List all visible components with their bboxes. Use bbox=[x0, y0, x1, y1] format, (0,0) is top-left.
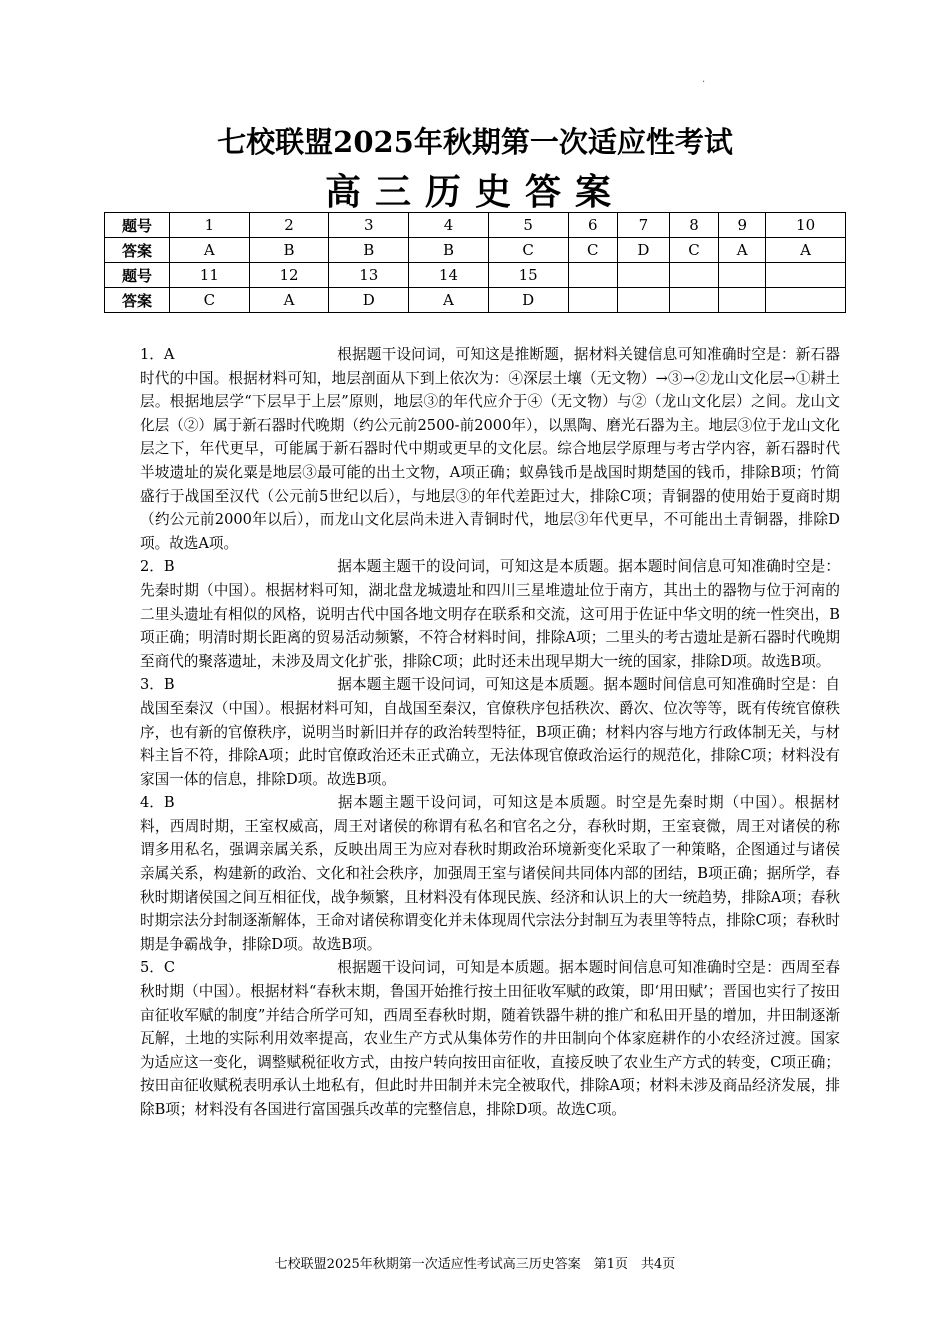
row-header: 答案 bbox=[105, 238, 170, 263]
table-cell: 10 bbox=[766, 213, 846, 238]
explanation-item bbox=[140, 956, 840, 1121]
item-text: 据本题主题干的设问词，可知这是本质题。据本题时间信息可知准确时空是：先秦时期（中国）。根据材料可知，湖北盘龙城遗址和四川三星堆遗址位于南方，其出土的器物与位于河南的二里头遗址有相似的风格，说明古代中国各地文明存在联系和交流，这可用于佐证中华文明的统一性突出，B项正确；明清时期长距离的贸易活动频繁，不符合材料时间，排除A项；二里头的考古遗址是新石器时代晚期至商代的聚落遗址，未涉及周文化扩张，排除C项；此时还未出现早期大一统的国家，排除D项。故选B项。 bbox=[140, 558, 840, 670]
table-cell: B bbox=[249, 238, 329, 263]
table-cell: 4 bbox=[409, 213, 489, 238]
table-cell bbox=[618, 263, 670, 288]
explanations bbox=[140, 343, 840, 1122]
table-cell bbox=[568, 263, 618, 288]
corner-dot: . bbox=[702, 74, 706, 85]
table-cell: A bbox=[409, 288, 489, 313]
page-title: 高三历史答案 bbox=[324, 171, 625, 213]
table-cell: 13 bbox=[329, 263, 409, 288]
table-cell: C bbox=[568, 238, 618, 263]
table-cell: D bbox=[329, 288, 409, 313]
table-cell bbox=[669, 263, 719, 288]
table-cell: 15 bbox=[488, 263, 568, 288]
table-cell: 14 bbox=[409, 263, 489, 288]
table-cell: C bbox=[170, 288, 250, 313]
table-cell: 2 bbox=[249, 213, 329, 238]
explanation-item bbox=[140, 791, 840, 956]
item-text: 根据题干设问词，可知这是推断题，据材料关键信息可知准确时空是：新石器时代的中国。根据材料可知，地层剖面从下到上依次为：④深层土壤（无文物）→③→②龙山文化层→①耕土层。根据地层学“下层早于上层”原则，地层③的年代应介于④（无文物）与②（龙山文化层）之间。龙山文化层（②）属于新石器时代晚期（约公元前2500-前2000年），以黑陶、磨光石器为主。地层③位于龙山文化层之下，年代更早，可能属于新石器时代中期或更早的文化层。综合地层学原理与考古学内容，新石器时代半坡遗址的炭化粟是地层③最可能的出土文物，A项正确；蚁鼻钱币是战国时期楚国的钱币，排除B项；竹简盛行于战国至汉代（公元前5世纪以后），与地层③的年代差距过大，排除C项；青铜器的使用始于夏商时期（约公元前2000年以后），而龙山文化层尚未进入青铜时代，地层③年代更早，不可能出土青铜器，排除D项。故选A项。 bbox=[140, 346, 840, 552]
table-cell bbox=[669, 288, 719, 313]
item-number: 5．C bbox=[140, 959, 176, 977]
table-cell bbox=[568, 288, 618, 313]
table-row bbox=[105, 263, 846, 288]
row-header: 答案 bbox=[105, 288, 170, 313]
table-cell: A bbox=[766, 238, 846, 263]
table-cell: 11 bbox=[170, 263, 250, 288]
table-cell: 6 bbox=[568, 213, 618, 238]
table-row bbox=[105, 288, 846, 313]
row-header: 题号 bbox=[105, 213, 170, 238]
explanation-item bbox=[140, 673, 840, 791]
table-row bbox=[105, 238, 846, 263]
table-cell bbox=[766, 263, 846, 288]
table-cell: A bbox=[170, 238, 250, 263]
table-cell: 3 bbox=[329, 213, 409, 238]
explanation-item bbox=[140, 555, 840, 673]
item-number: 4．B bbox=[140, 794, 175, 812]
table-cell: C bbox=[488, 238, 568, 263]
item-text: 根据题干设问词，可知是本质题。据本题时间信息可知准确时空是：西周至春秋时期（中国）。根据材料“春秋末期，鲁国开始推行按土田征收军赋的政策，即‘用田赋’；晋国也实行了按田亩征收军赋的制度”并结合所学可知，西周至春秋时期，随着铁器牛耕的推广和私田开垦的增加，井田制逐渐瓦解，土地的实际利用效率提高，农业生产方式从集体劳作的井田制向个体家庭耕作的小农经济过渡。国家为适应这一变化，调整赋税征收方式，由按户转向按田亩征收，直接反映了农业生产方式的转变，C项正确；按田亩征收赋税表明承认土地私有，但此时井田制并未完全被取代，排除A项；材料未涉及商品经济发展，排除B项；材料没有各国进行富国强兵改革的完整信息，排除D项。故选C项。 bbox=[140, 959, 840, 1118]
row-header: 题号 bbox=[105, 263, 170, 288]
table-cell: 1 bbox=[170, 213, 250, 238]
table-cell: B bbox=[409, 238, 489, 263]
item-text: 据本题主题干设问词，可知这是本质题。时空是先秦时期（中国）。根据材料，西周时期，王室权威高，周王对诸侯的称谓有私名和官名之分，春秋时期，王室衰微，周王对诸侯的称谓多用私名，强调亲属关系，反映出周王为应对春秋时期政治环境新变化采取了一种策略，企图通过与诸侯亲属关系，构建新的政治、文化和社会秩序，加强周王室与诸侯间共同体内部的团结，B项正确；据所学，春秋时期诸侯国之间互相征伐，战争频繁，且材料没有体现民族、经济和认识上的大一统趋势，排除A项；春秋时期宗法分封制逐渐解体，王命对诸侯称谓变化并未体现周代宗法分封制互为表里等特点，排除C项；春秋时期是争霸战争，排除D项。故选B项。 bbox=[140, 794, 840, 953]
table-cell: A bbox=[249, 288, 329, 313]
table-cell: D bbox=[488, 288, 568, 313]
table-cell: C bbox=[669, 238, 719, 263]
table-cell: 7 bbox=[618, 213, 670, 238]
answer-table bbox=[104, 212, 846, 313]
table-cell bbox=[766, 288, 846, 313]
table-cell: D bbox=[618, 238, 670, 263]
table-cell bbox=[618, 288, 670, 313]
table-cell: B bbox=[329, 238, 409, 263]
table-cell: 8 bbox=[669, 213, 719, 238]
table-cell bbox=[719, 288, 766, 313]
item-number: 1．A bbox=[140, 346, 175, 363]
item-text: 据本题主题干设问词，可知这是本质题。据本题时间信息可知准确时空是：自战国至秦汉（中国）。根据材料可知，自战国至秦汉，官僚秩序包括秩次、爵次、位次等等，既有传统官僚秩序，也有新的官僚秩序，说明当时新旧并存的政治转型特征，B项正确；材料内容与地方行政体制无关，与材料主旨不符，排除A项；此时官僚政治还未正式确立，无法体现官僚政治运行的规范化，排除C项；材料没有家国一体的信息，排除D项。故选B项。 bbox=[140, 676, 840, 788]
table-cell: 9 bbox=[719, 213, 766, 238]
table-row bbox=[105, 213, 846, 238]
table-cell: A bbox=[719, 238, 766, 263]
item-number: 2．B bbox=[140, 558, 175, 576]
item-number: 3．B bbox=[140, 676, 175, 694]
page-footer: 七校联盟2025年秋期第一次适应性考试高三历史答案 第1页 共4页 bbox=[274, 1257, 676, 1272]
table-cell: 12 bbox=[249, 263, 329, 288]
explanation-item bbox=[140, 343, 840, 555]
table-cell: 5 bbox=[488, 213, 568, 238]
table-cell bbox=[719, 263, 766, 288]
exam-title: 七校联盟2025年秋期第一次适应性考试 bbox=[217, 125, 733, 159]
